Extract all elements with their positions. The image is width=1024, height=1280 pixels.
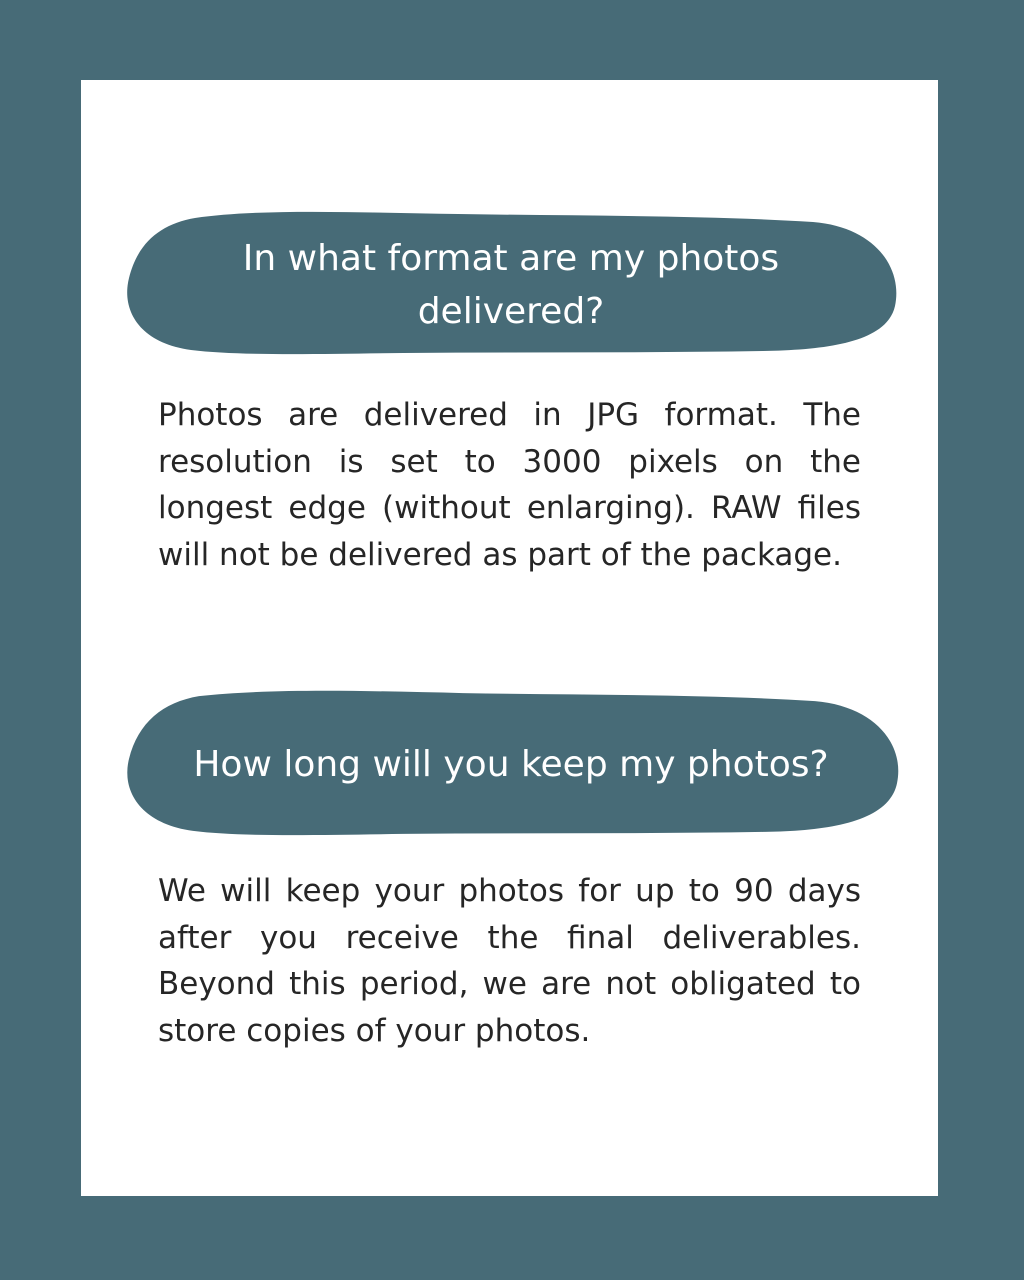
faq-card [81,80,938,1196]
answer-text: Photos are delivered in JPG format. The resolution is set to 3000 pixels on the longest edge (without enlarging). RAW files will not be delivered as part of the package. [158,397,861,573]
question-banner [123,688,899,840]
question-text: How long will you keep my photos? [193,743,829,785]
question-text: In what format are my photos delivered? [242,238,780,332]
question-banner [123,210,899,360]
answer-text: We will keep your photos for up to 90 days after you receive the final deliverables. Beyond this period, we are not obligated to store copies of your photos. [158,873,861,1049]
